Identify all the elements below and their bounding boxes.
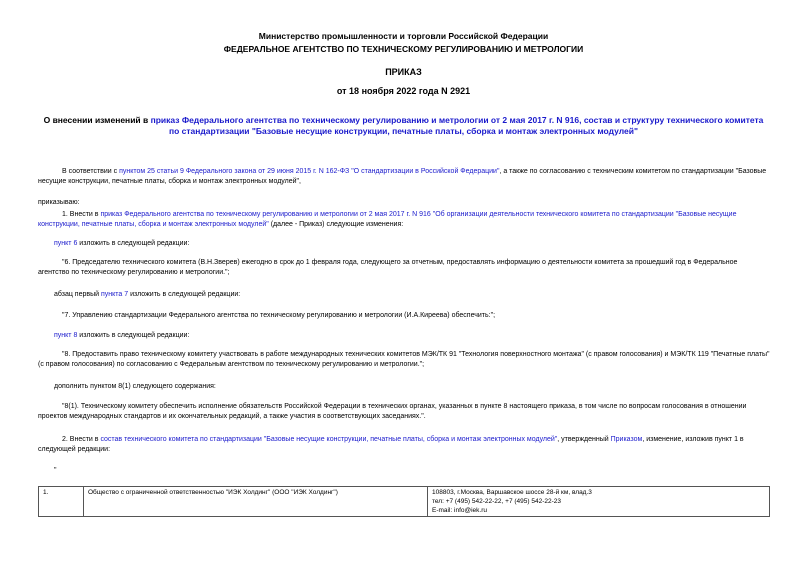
quote-8: "8. Предоставить право техническому комитету участвовать в работе международных технических комитетов МЭК/ТК 91 "Технология поверхностного монтажа" (с правом голосования) и МЭК/ТК 119 "Печатные платы" (с правом голосования) по согласованию с Федеральным агентством по техническому регулированию и метрологии."; [38, 351, 770, 368]
agency-name: ФЕДЕРАЛЬНОЕ АГЕНТСТВО ПО ТЕХНИЧЕСКОМУ РЕГУЛИРОВАНИЮ И МЕТРОЛОГИИ [223, 44, 584, 54]
p81-paragraph: дополнить пунктом 8(1) следующего содержания: [54, 383, 216, 390]
quote-7: "7. Управлению стандартизации Федерального агентства по техническому регулированию и метрологии (И.А.Киреева) обеспечить:"; [62, 312, 496, 319]
p8-text: изложить в следующей редакции: [77, 332, 190, 339]
quote-8-1: "8(1). Техническому комитету обеспечить исполнение обязательств Российской Федерации в технических органах, указанных в пункте 8 настоящего приказа, в том числе по вопросам голосования в отношении проектов международных стандартов и их окончательных редакций, а также участия в соответствующих заседаниях.". [38, 403, 747, 420]
intro-text-2: , а также по согласованию с техническим комитетом по стандартизации "Базовые несущие конструкции, печатные платы, сборка и монтаж электронных модулей", [38, 168, 767, 185]
item1-paragraph [38, 210, 770, 230]
row-contacts [428, 487, 770, 517]
item2-text-1: 2. Внести в [62, 436, 101, 443]
item2-composition-link[interactable]: состав технического комитета по стандартизации "Базовые несущие конструкции, печатные платы, сборка и монтаж электронных модулей" [100, 436, 558, 443]
intro-paragraph [38, 167, 770, 187]
p6-text: изложить в следующей редакции: [77, 240, 190, 247]
quote-mark: " [54, 467, 57, 474]
doc-type: ПРИКАЗ [385, 67, 422, 77]
item1-text-1: 1. Внести в [62, 211, 101, 218]
title-link[interactable]: приказ Федерального агентства по техническому регулированию и метрологии от 2 мая 2017 г. N 916, состав и структуру технического комитета по стандартизации "Базовые несущие конструкции, печатные платы, сборка и монтаж электронных модулей" [150, 115, 764, 136]
item1-text-2: (далее - Приказ) следующие изменения: [268, 221, 404, 228]
intro-law-link[interactable]: пунктом 25 статьи 9 Федерального закона от 29 июня 2015 г. N 162-ФЗ "О стандартизации в Российской Федерации" [119, 168, 500, 175]
row-phone: тел: +7 (495) 542-22-22, +7 (495) 542-22-23 [432, 498, 561, 505]
item2-text-3: , изменение, изложив пункт 1 в следующей редакции: [38, 436, 744, 453]
row-organization: Общество с ограниченной ответственностью "ИЭК Холдинг" (ООО "ИЭК Холдинг") [84, 487, 428, 517]
item2-order-link[interactable]: Приказом [610, 436, 643, 443]
p7-link[interactable]: пункта 7 [101, 291, 129, 298]
p8-paragraph [54, 331, 770, 341]
ministry-name: Министерство промышленности и торговли Российской Федерации [258, 31, 549, 41]
item1-order-link[interactable]: приказ Федерального агентства по техническому регулированию и метрологии от 2 мая 2017 г. N 916 "Об организации деятельности технического комитета по стандартизации "Базовые несущие конструкции, печатные платы, сборка и монтаж электронных модулей" [38, 211, 737, 228]
p6-paragraph [54, 239, 770, 249]
p7-text-1: абзац первый [54, 291, 101, 298]
row-number: 1. [39, 487, 84, 517]
doc-title [40, 115, 767, 137]
doc-date: от 18 ноября 2022 года N 2921 [336, 86, 471, 96]
committee-table [38, 486, 770, 517]
quote-6: "6. Председателю технического комитета (В.Н.Зверев) ежегодно в срок до 1 февраля года, следующего за отчетным, предоставлять информацию о деятельности комитета за прошедший год в Федеральное агентство по техническому регулированию и метрологии."; [38, 259, 738, 276]
p6-link[interactable]: пункт 6 [54, 240, 78, 247]
title-prefix: О внесении изменений в [43, 115, 151, 125]
item2-text-2: , утвержденный [557, 436, 611, 443]
item2-paragraph [38, 435, 770, 455]
intro-text-1: В соответствии с [62, 168, 120, 175]
p8-link[interactable]: пункт 8 [54, 332, 78, 339]
row-address: 108803, г.Москва, Варшавское шоссе 28-й км, влад.3 [432, 489, 592, 496]
p7-text-2: изложить в следующей редакции: [128, 291, 241, 298]
row-email: E-mail: info@iek.ru [432, 507, 488, 514]
order-word: приказываю: [38, 199, 80, 206]
p7-paragraph [54, 290, 770, 300]
table-row [39, 487, 770, 517]
